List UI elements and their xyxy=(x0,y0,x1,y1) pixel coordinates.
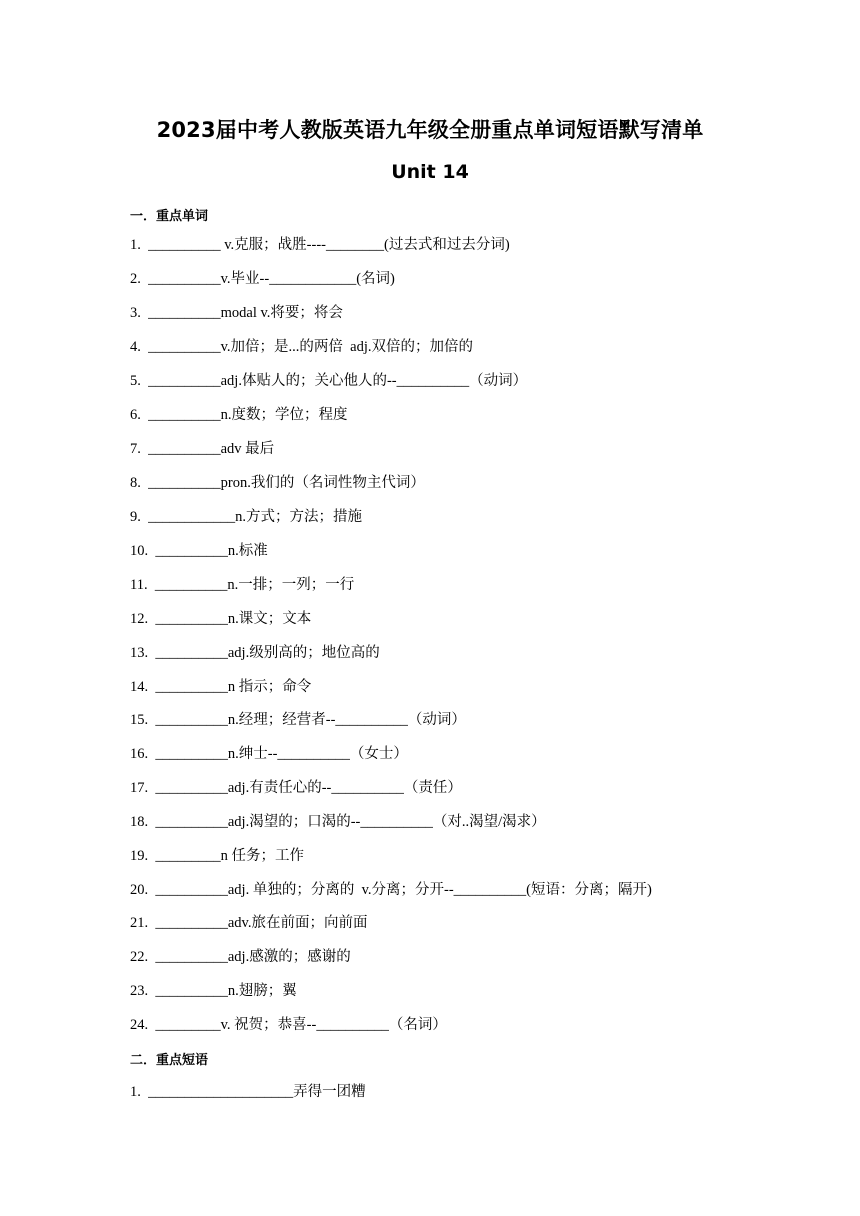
unit-heading: Unit 14 xyxy=(391,161,469,183)
list-item: 6. __________n.度数；学位；程度 xyxy=(130,407,348,423)
list-item: 14. __________n 指示；命令 xyxy=(130,679,312,695)
list-item: 10. __________n.标准 xyxy=(130,543,268,559)
list-item: 9. ____________n.方式；方法；措施 xyxy=(130,509,362,525)
list-item: 19. _________n 任务；工作 xyxy=(130,848,304,864)
list-item: 11. __________n.一排；一列；一行 xyxy=(130,577,355,593)
list-item: 3. __________modal v.将要；将会 xyxy=(130,305,343,321)
list-item: 20. __________adj. 单独的；分离的 v.分离；分开--__________(短语：分离；隔开) xyxy=(130,882,652,898)
list-item: 12. __________n.课文；文本 xyxy=(130,611,312,627)
list-item: 8. __________pron.我们的（名词性物主代词） xyxy=(130,475,425,491)
list-item: 1. __________ v.克服；战胜----________(过去式和过去分词) xyxy=(130,237,510,253)
list-item: 2. __________v.毕业--____________(名词) xyxy=(130,271,395,287)
list-item: 1. ____________________弄得一团糟 xyxy=(130,1084,366,1100)
list-item: 15. __________n.经理；经营者--__________（动词） xyxy=(130,712,466,728)
list-item: 24. _________v. 祝贺；恭喜--__________（名词） xyxy=(130,1017,447,1033)
list-item: 5. __________adj.体贴人的；关心他人的--__________（动词） xyxy=(130,373,528,389)
list-item: 13. __________adj.级别高的；地位高的 xyxy=(130,645,380,661)
section-heading-phrases: 二．重点短语 xyxy=(130,1053,209,1068)
list-item: 22. __________adj.感激的；感谢的 xyxy=(130,949,351,965)
document-title: 2023届中考人教版英语九年级全册重点单词短语默写清单 xyxy=(156,118,704,142)
list-item: 21. __________adv.旅在前面；向前面 xyxy=(130,915,368,931)
list-item: 18. __________adj.渴望的；口渴的--__________（对..渴望/渴求） xyxy=(130,814,546,830)
list-item: 7. __________adv 最后 xyxy=(130,441,275,457)
list-item: 4. __________v.加倍；是...的两倍 adj.双倍的；加倍的 xyxy=(130,339,474,355)
list-item: 23. __________n.翅膀；翼 xyxy=(130,983,297,999)
list-item: 17. __________adj.有责任心的--__________（责任） xyxy=(130,780,462,796)
list-item: 16. __________n.绅士--__________（女士） xyxy=(130,746,408,762)
section-heading-words: 一．重点单词 xyxy=(130,209,209,224)
